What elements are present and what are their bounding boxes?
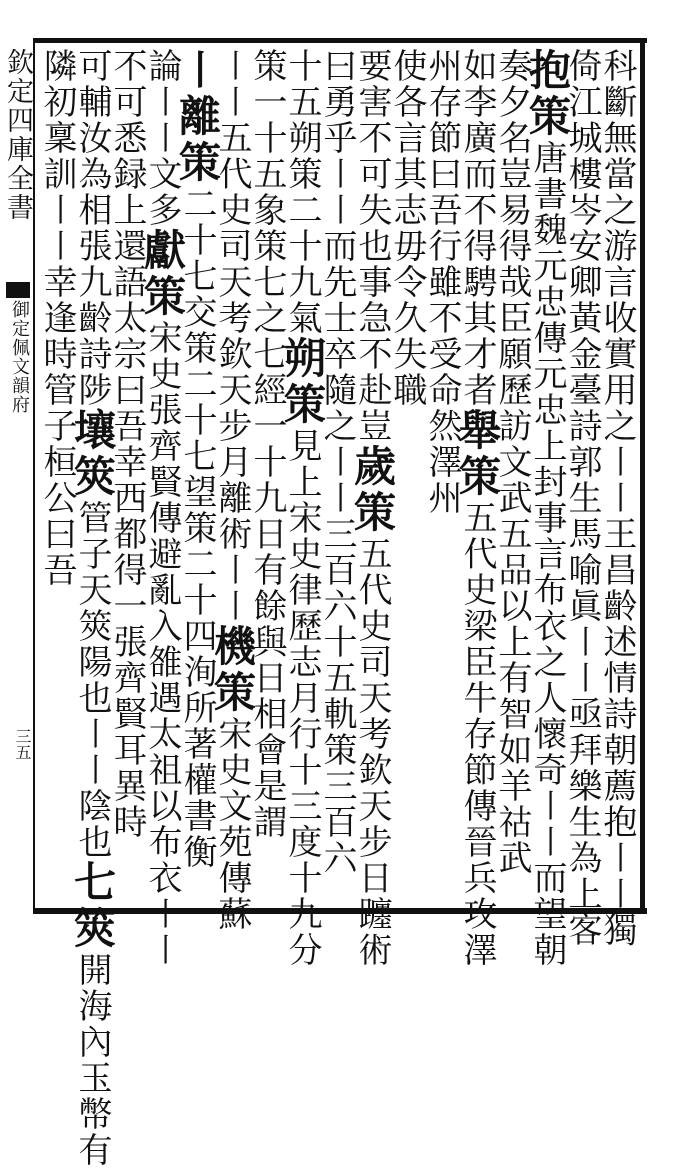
running-title: 欽定四庫全書 [2, 48, 33, 222]
entry-text: 策一十五象策七 [247, 48, 287, 300]
entry-headword: 朔策 [278, 336, 327, 428]
entry-text: 〡〡 [212, 48, 252, 120]
entry-text: 二十七交策二十七望策二十四 [177, 186, 217, 654]
entry-text: 倚江城樓岑安卿黃金臺詩郭生馬喻眞〡〡亟拜樂生為上客 [562, 48, 602, 948]
fish-tail-mark [6, 282, 30, 298]
entry-text: 使各言其志毋令久失職 [387, 48, 427, 408]
entry-text: 宋史張齊賢傳避亂入雒遇太祖以布衣〡〡 [142, 320, 182, 968]
entry-text: 五代史梁臣牛存節傳晉兵攻澤 [457, 500, 497, 968]
gutter-line [33, 38, 35, 914]
entry-text: 上還語太宗曰吾幸西都得一張齊賢耳異時 [107, 192, 147, 840]
entry-headword: 舉策 [453, 408, 502, 500]
entry-text: 曰勇乎〡〡而先士卒隨之 [317, 48, 357, 444]
entry-text: 洵所著權書衡 [177, 654, 217, 870]
entry-text: 管子天筴陽也〡〡陰也 [72, 500, 112, 860]
entry-text: 〡〡三百六十五軌策三百六 [317, 444, 357, 876]
entry-text: 五代史司天考欽天步日躔術 [352, 536, 392, 968]
entry-text: 見上宋史律歷志月行十三度十九分 [282, 428, 322, 968]
entry-text: 可輔汝為相張九齡詩陟 [72, 48, 112, 408]
entry-headword: 獻策 [138, 228, 187, 320]
entry-text: 論〡〡文多 [142, 48, 182, 228]
entry-text: 之七經一十九日有餘與日相會是謂 [247, 300, 287, 840]
entry-text: 州存節曰吾行雖不受命然澤州 [422, 48, 462, 516]
entry-text: 不可悉録 [107, 48, 147, 192]
entry-text: 奏夕名豈易得哉臣願歷訪文武五品以上有智如羊祜武 [492, 48, 532, 876]
text-column [36, 48, 78, 908]
entry-text: 要害不可失也事急不赴豈 [352, 48, 392, 444]
top-border [35, 38, 647, 43]
entry-headword: 〡離策 [173, 48, 222, 186]
entry-text: 如李廣而不得騁其才者 [457, 48, 497, 408]
entry-text: 開海內玉幣有 [72, 952, 112, 1168]
entry-headword: 歲策 [348, 444, 397, 536]
entry-headword: 壤筴 [68, 408, 117, 500]
page-number: 三五 [13, 728, 32, 760]
entry-text: 宋史文苑傳蘇 [212, 716, 252, 932]
entry-headword: 七筴 [68, 860, 117, 952]
volume-title: 御定佩文韻府 [9, 300, 30, 414]
entry-text: 隣初稟訓〡〡幸逢時 [37, 48, 77, 372]
right-border [640, 38, 645, 914]
entry-text: 科斷無當之游言收實用之〡〡王昌齡述情詩朝薦抱〡〡獨 [597, 48, 637, 948]
entry-text: 十五朔策二十九氣 [282, 48, 322, 336]
entry-text: 五代史司天考欽天步月離術〡〡 [212, 120, 252, 624]
entry-headword: 機策 [208, 624, 257, 716]
entry-text: 管子桓公曰吾 [37, 372, 77, 588]
entry-headword: 抱策 [523, 48, 572, 140]
entry-text: 唐書魏元忠傳元忠上封事言布衣之人懷奇〡〡而望朝 [527, 140, 567, 968]
